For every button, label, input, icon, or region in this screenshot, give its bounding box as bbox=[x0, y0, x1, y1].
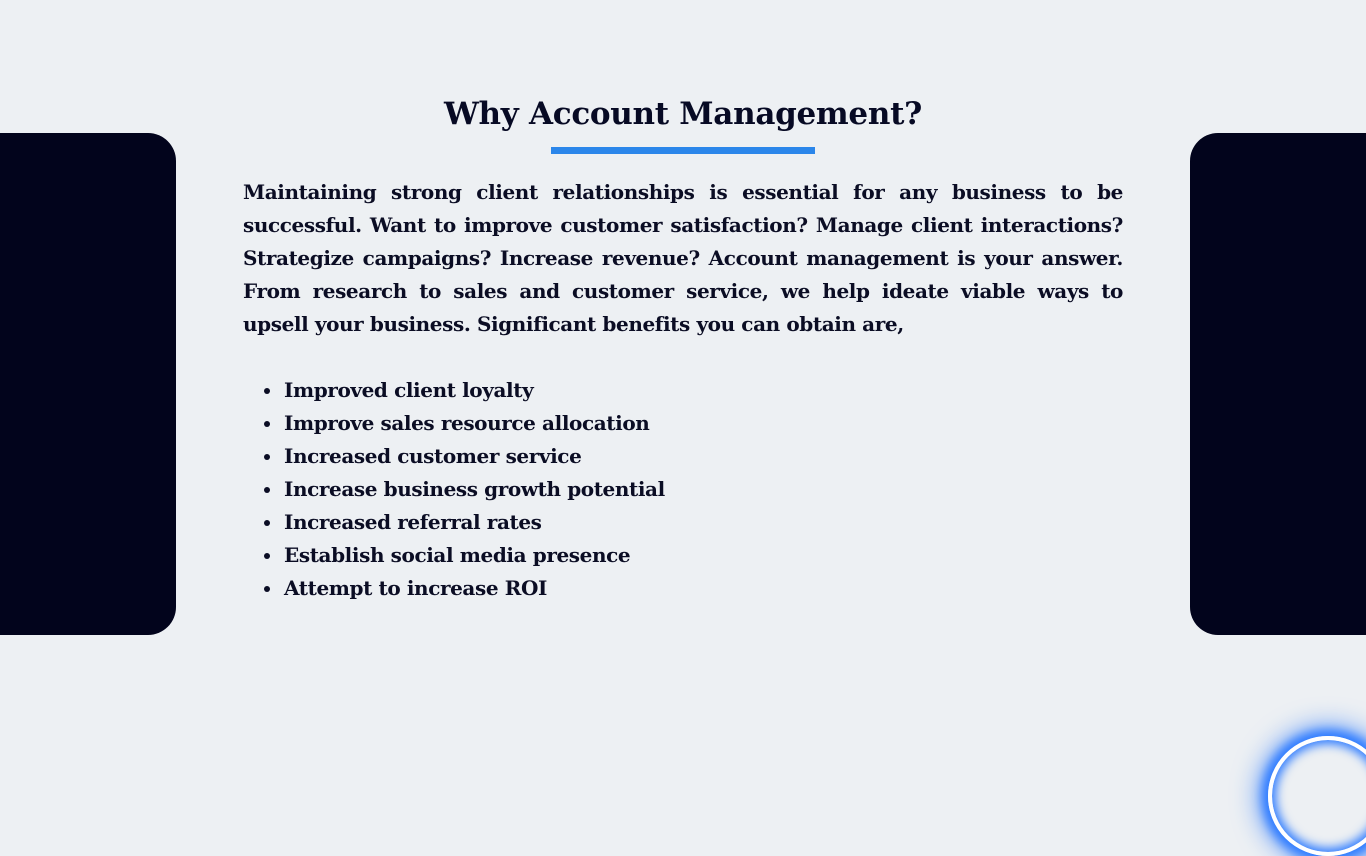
benefit-text: Increased referral rates bbox=[284, 510, 542, 534]
benefit-item-1 bbox=[284, 374, 1123, 407]
left-side-panel bbox=[0, 133, 176, 635]
benefit-item-5 bbox=[284, 506, 1123, 539]
benefit-text: Increased customer service bbox=[284, 444, 582, 468]
glow-ring-icon[interactable] bbox=[1268, 736, 1366, 856]
bullet-icon bbox=[264, 520, 270, 526]
slide-title: Why Account Management? bbox=[444, 96, 922, 132]
benefit-text: Increase business growth potential bbox=[284, 477, 665, 501]
slide-content bbox=[243, 176, 1123, 605]
title-underline bbox=[551, 147, 815, 154]
bullet-icon bbox=[264, 586, 270, 592]
benefit-item-4 bbox=[284, 473, 1123, 506]
benefit-item-3 bbox=[284, 440, 1123, 473]
benefit-item-6 bbox=[284, 539, 1123, 572]
benefit-text: Improved client loyalty bbox=[284, 378, 534, 402]
benefit-item-7 bbox=[284, 572, 1123, 605]
intro-paragraph: Maintaining strong client relationships is essential for any business to be successful. Want to improve customer satisfaction? Manage client interactions? Strategize campaigns? Increase revenue? Account management is your answer. From research to sales and customer service, we help ideate viable ways to upsell your business. Significant benefits you can obtain are, bbox=[243, 180, 1123, 336]
benefits-list bbox=[243, 374, 1123, 605]
bullet-icon bbox=[264, 388, 270, 394]
bullet-icon bbox=[264, 487, 270, 493]
bullet-icon bbox=[264, 421, 270, 427]
benefit-text: Attempt to increase ROI bbox=[284, 576, 547, 600]
benefit-text: Establish social media presence bbox=[284, 543, 631, 567]
benefit-item-2 bbox=[284, 407, 1123, 440]
right-side-panel bbox=[1190, 133, 1366, 635]
bullet-icon bbox=[264, 553, 270, 559]
benefit-text: Improve sales resource allocation bbox=[284, 411, 650, 435]
bullet-icon bbox=[264, 454, 270, 460]
